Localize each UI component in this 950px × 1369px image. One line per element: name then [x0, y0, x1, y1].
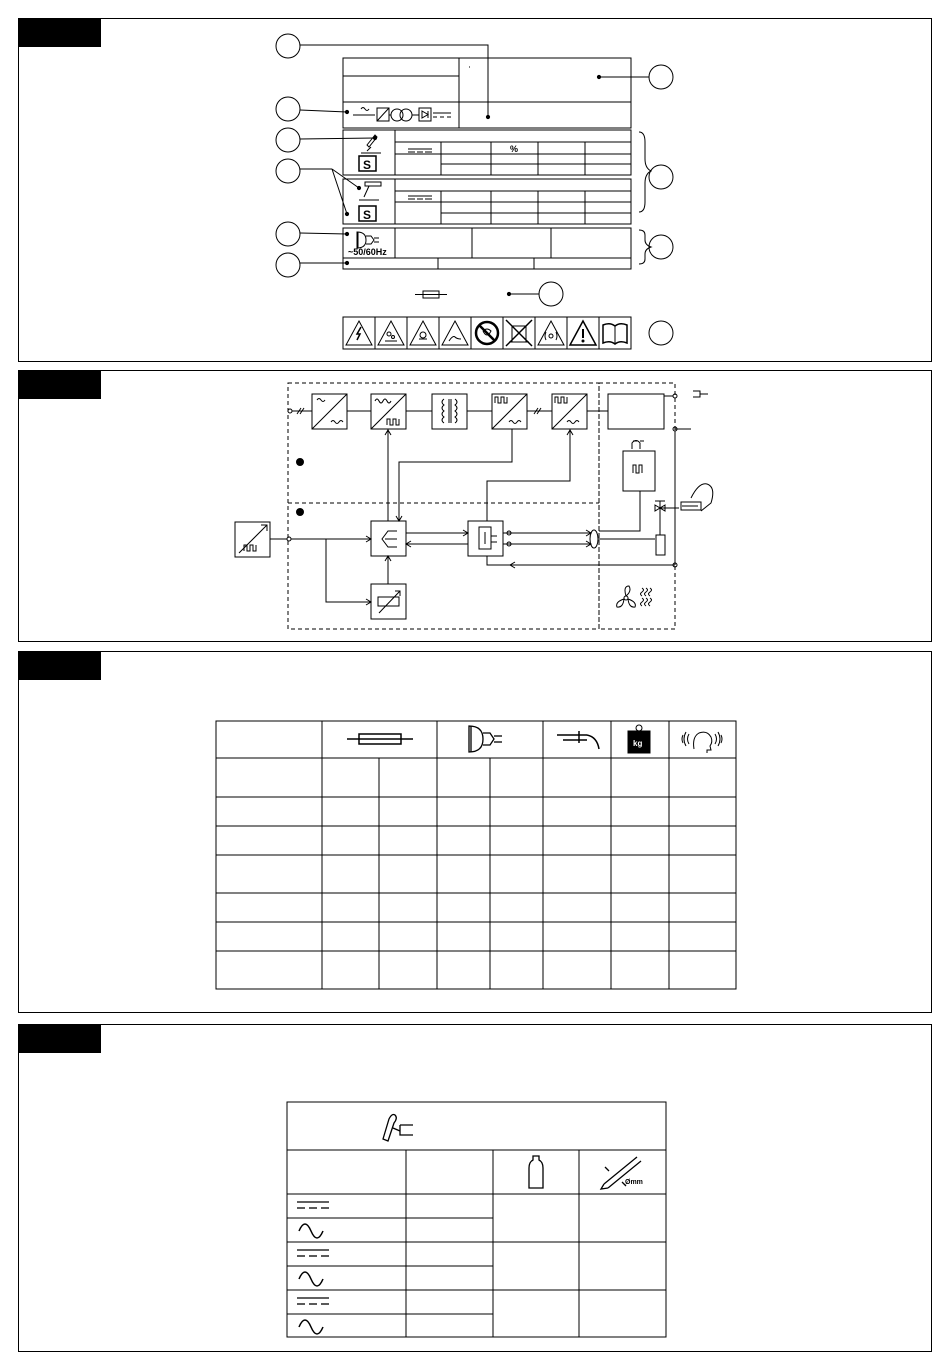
- tig-torch-icon: [383, 1115, 413, 1142]
- electromagnetic-warning-icon: [538, 321, 564, 345]
- radiation-warning-icon: [410, 321, 436, 345]
- callout-11: [649, 321, 673, 345]
- dc-symbol-3: [297, 1298, 329, 1304]
- technical-data-table: [19, 652, 933, 1014]
- tig-torch-small-icon: [359, 182, 381, 200]
- gas-bottle-icon: [529, 1156, 543, 1188]
- panel-technical-data: [18, 651, 932, 1013]
- torch-icon: [681, 484, 713, 511]
- callout-4: [276, 159, 300, 183]
- sensor-block: [656, 535, 665, 555]
- s-mark-1-text: S: [363, 158, 372, 172]
- setting-block: [371, 584, 406, 619]
- s-mark-2-text: S: [363, 208, 372, 222]
- hf-block: [608, 394, 664, 429]
- callout-3: [276, 128, 300, 152]
- dc-symbol-2: [297, 1250, 329, 1256]
- mains-frequency-label: ~50/60Hz: [348, 247, 387, 257]
- callout-8: [649, 165, 673, 189]
- noise-icon: [682, 732, 722, 753]
- electrode-table: [19, 1025, 933, 1353]
- power-source-symbol: [353, 108, 451, 122]
- callout-2: [276, 97, 300, 121]
- fuse-icon: [347, 734, 413, 744]
- panel-rating-plate: [18, 18, 932, 362]
- safety-icons-row: [343, 317, 631, 349]
- callout-5: [276, 222, 300, 246]
- fan-icon: [617, 586, 652, 607]
- output-terminal-icon: [693, 391, 708, 397]
- mains-plug-small-icon: [357, 232, 379, 248]
- callout-9: [649, 235, 673, 259]
- burn-warning-icon: [442, 321, 468, 345]
- ac-symbol-2: [299, 1272, 323, 1286]
- electric-shock-warning-icon: [346, 321, 372, 345]
- cable-icon: [557, 731, 599, 749]
- plate-mma-block: [343, 130, 631, 175]
- weight-unit-label: kg: [633, 739, 643, 748]
- panel-block-diagram: [18, 370, 932, 642]
- brace-1: [639, 132, 651, 212]
- callout-1: [276, 34, 300, 58]
- mains-plug-icon: [469, 726, 502, 752]
- callout-10: [539, 282, 563, 306]
- rating-plate-diagram: [19, 19, 933, 363]
- panel-electrode-table: [18, 1024, 932, 1352]
- diameter-unit-label: Ømm: [625, 1179, 643, 1186]
- callout-6: [276, 253, 300, 277]
- duty-cycle-label: %: [510, 144, 519, 154]
- ac-symbol-3: [299, 1320, 323, 1334]
- block-diagram: [19, 371, 933, 643]
- ac-symbol-1: [299, 1224, 323, 1238]
- callout-7: [649, 65, 673, 89]
- dc-symbol-1: [297, 1202, 329, 1208]
- callouts: [276, 34, 673, 345]
